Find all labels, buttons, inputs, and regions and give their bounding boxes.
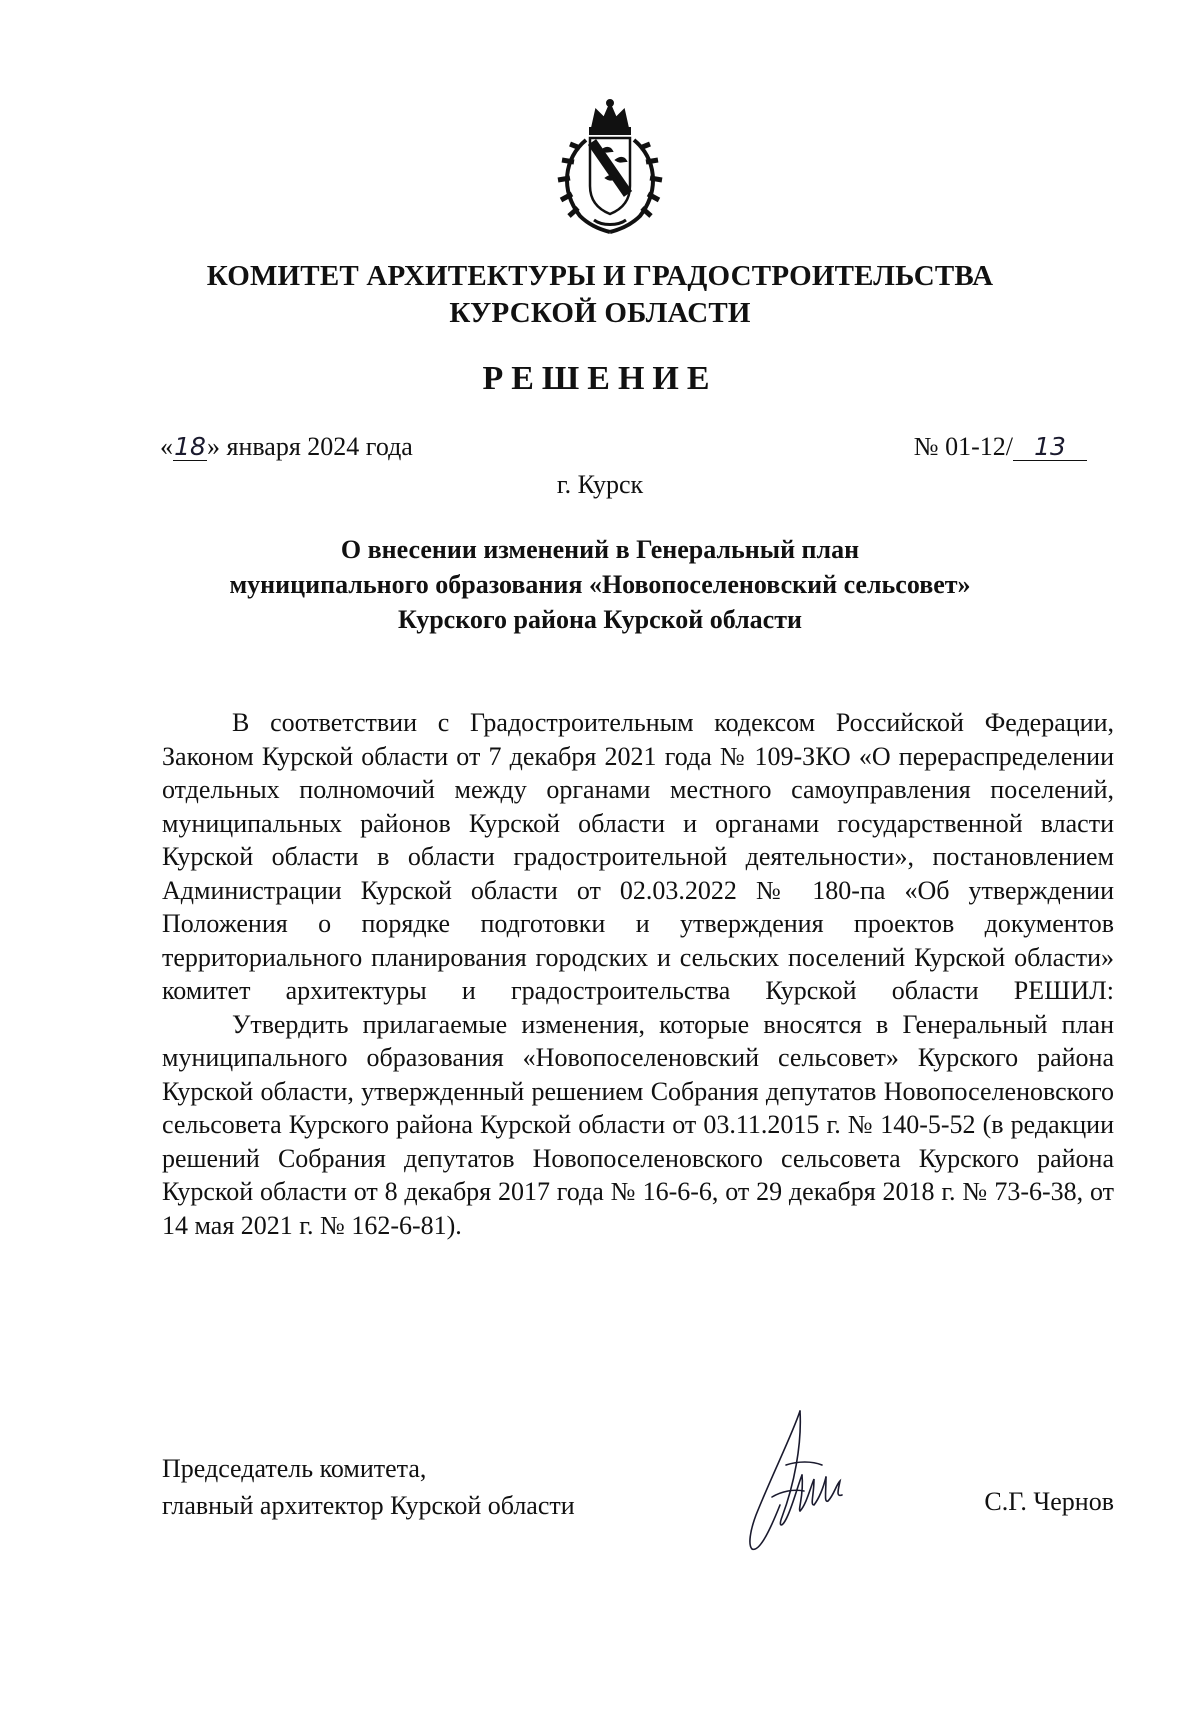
document-number-prefix: № 01-12/: [913, 432, 1013, 461]
signatory-title-line-1: Председатель комитета,: [162, 1454, 427, 1483]
document-subject: [0, 532, 1200, 637]
signatory-name: С.Г. Чернов: [984, 1487, 1114, 1516]
subject-line-3: Курского района Курской области: [398, 605, 802, 634]
coat-of-arms-icon: [550, 98, 670, 236]
subject-line-2: муниципального образования «Новопоселеновский сельсовет»: [229, 570, 971, 599]
body-paragraph-2: Утвердить прилагаемые изменения, которые вносятся в Генеральный план муниципального образования «Новопоселеновский сельсовет» Курского района Курской области, утвержденный решением Собрания депутатов Новопоселеновского сельсовета Курского района Курской области от 03.11.2015 г. № 140-5-52 (в редакции решений Собрания депутатов Новопоселеновского сельсовета Курского района Курской области от 8 декабря 2017 года № 16-6-6, от 29 декабря 2018 г. № 73-6-38, от 14 мая 2021 г. № 162-6-81).: [162, 1009, 1114, 1240]
signatory-title: [162, 1450, 575, 1524]
document-type: РЕШЕНИЕ: [482, 360, 718, 397]
document-city: г. Курск: [556, 470, 644, 499]
document-number-handwritten: 13: [1013, 434, 1087, 461]
document-number: [914, 432, 1087, 462]
signatory-title-line-2: главный архитектор Курской области: [162, 1491, 575, 1520]
handwritten-signature-icon: [742, 1405, 852, 1555]
date-day-handwritten: 18: [174, 432, 206, 461]
organization-name-line-2: КУРСКОЙ ОБЛАСТИ: [449, 297, 751, 329]
organization-name-line-1: КОМИТЕТ АРХИТЕКТУРЫ И ГРАДОСТРОИТЕЛЬСТВА: [206, 260, 994, 292]
document-body: [162, 706, 1114, 1242]
date-quote-open: «: [160, 432, 173, 461]
body-paragraph-1: В соответствии с Градостроительным кодексом Российской Федерации, Законом Курской области от 7 декабря 2021 года № 109-ЗКО «О перераспределении отдельных полномочий между органами местного самоуправления поселений, муниципальных районов Курской области и органами государственной власти Курской области в области градостроительной деятельности», постановлением Администрации Курской области от 02.03.2022 № 180-па «Об утверждении Положения о порядке подготовки и утверждения проектов документов территориального планирования городских и сельских поселений Курской области» комитет архитектуры и градостроительства Курской области РЕШИЛ:: [162, 708, 1114, 1005]
document-date: [160, 432, 413, 462]
subject-line-1: О внесении изменений в Генеральный план: [340, 535, 860, 564]
organization-name: [0, 258, 1200, 332]
date-month-year: » января 2024 года: [207, 432, 413, 461]
